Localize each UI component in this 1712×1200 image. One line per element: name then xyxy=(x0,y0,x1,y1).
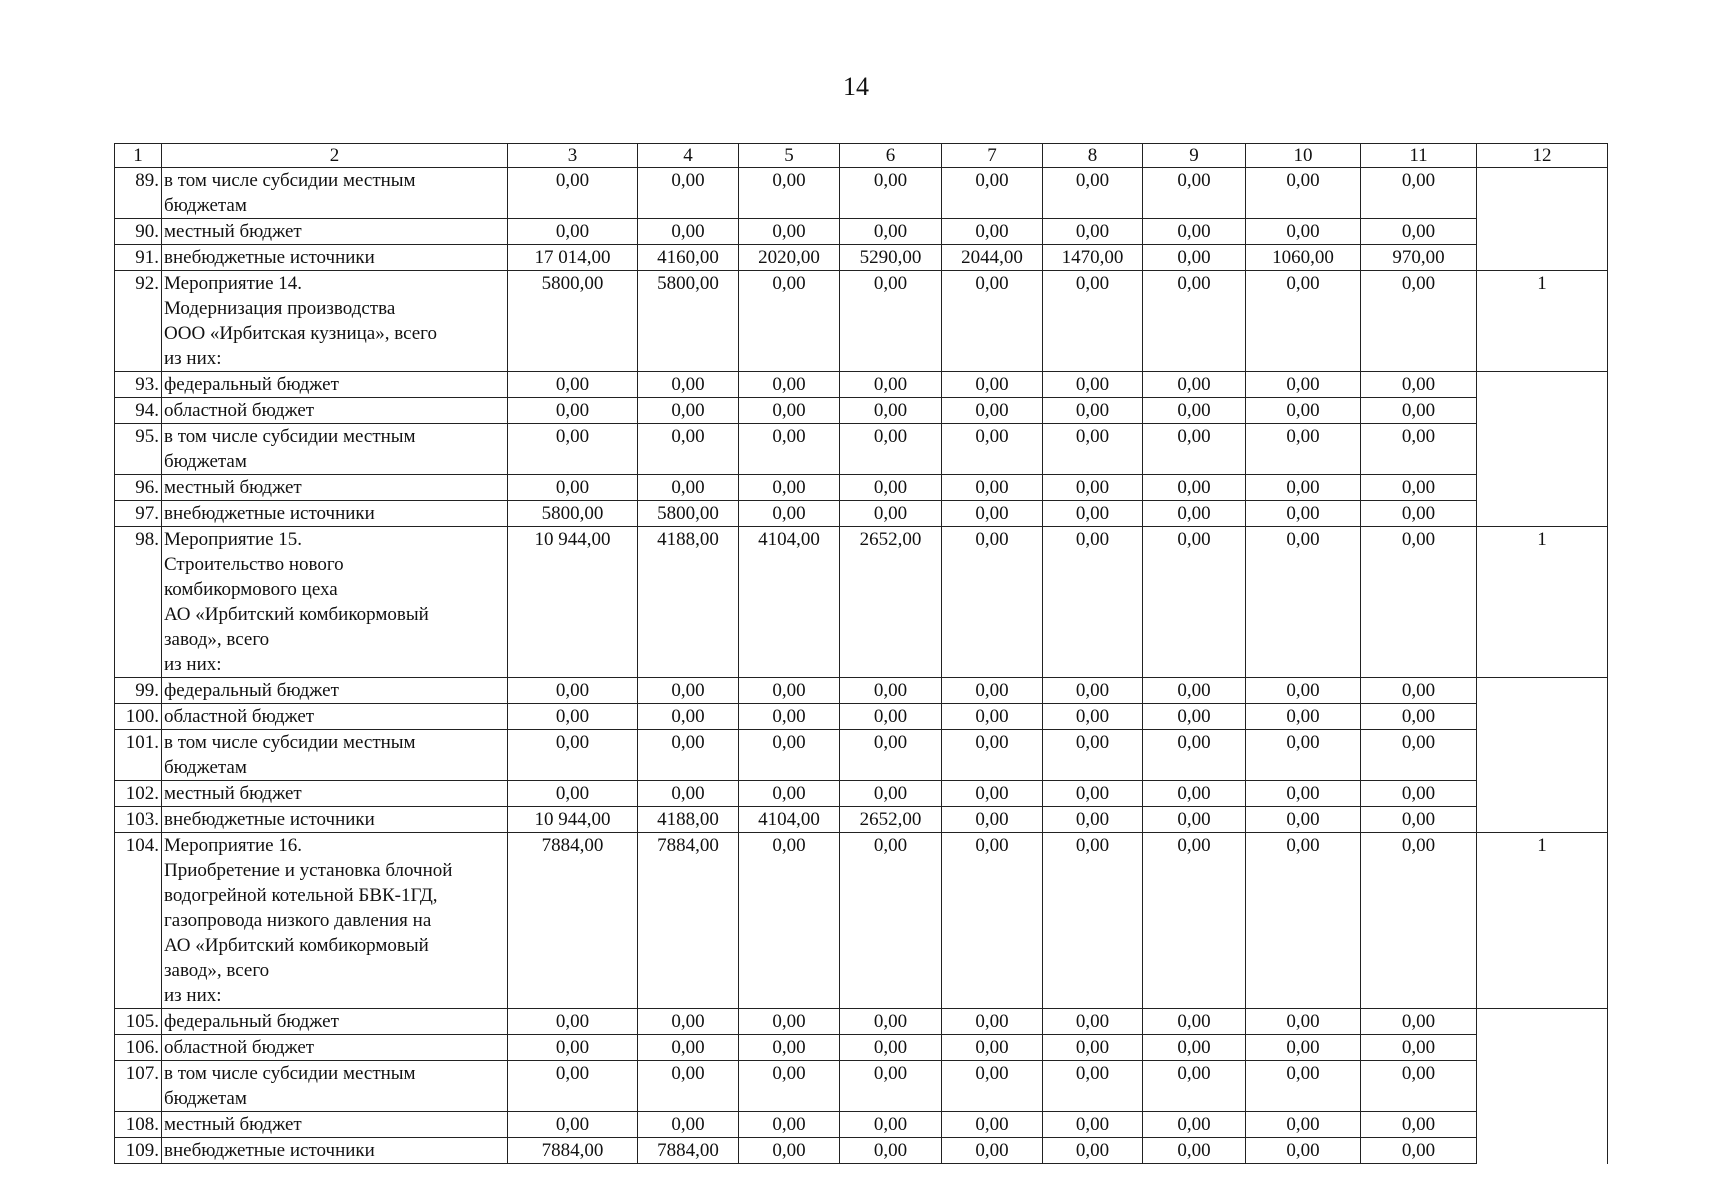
value-cell: 0,00 xyxy=(638,219,739,245)
value-cell: 0,00 xyxy=(638,781,739,807)
value-cell: 0,00 xyxy=(1361,704,1477,730)
value-cell: 0,00 xyxy=(1246,704,1361,730)
value-cell: 0,00 xyxy=(1246,833,1361,1009)
row-number: 99. xyxy=(115,678,162,704)
column-12-cell xyxy=(1477,1061,1608,1112)
value-cell: 0,00 xyxy=(1143,678,1246,704)
value-cell: 0,00 xyxy=(1043,1112,1143,1138)
value-cell: 0,00 xyxy=(739,398,840,424)
column-12-cell xyxy=(1477,1035,1608,1061)
value-cell: 0,00 xyxy=(638,168,739,219)
value-cell: 0,00 xyxy=(1361,1035,1477,1061)
value-cell: 0,00 xyxy=(1043,424,1143,475)
row-number: 106. xyxy=(115,1035,162,1061)
column-12-cell xyxy=(1477,678,1608,704)
value-cell: 0,00 xyxy=(1143,501,1246,527)
value-cell: 0,00 xyxy=(1143,168,1246,219)
value-cell: 0,00 xyxy=(638,1061,739,1112)
column-header: 5 xyxy=(739,144,840,168)
value-cell: 0,00 xyxy=(638,1009,739,1035)
table-row xyxy=(115,372,1608,398)
value-cell: 0,00 xyxy=(1143,424,1246,475)
value-cell: 0,00 xyxy=(1043,475,1143,501)
value-cell: 0,00 xyxy=(840,398,942,424)
value-cell: 0,00 xyxy=(508,219,638,245)
value-cell: 0,00 xyxy=(840,219,942,245)
value-cell: 0,00 xyxy=(1143,704,1246,730)
value-cell: 0,00 xyxy=(840,475,942,501)
value-cell: 0,00 xyxy=(942,1138,1043,1164)
value-cell: 0,00 xyxy=(1361,1138,1477,1164)
table-row xyxy=(115,704,1608,730)
value-cell: 0,00 xyxy=(942,271,1043,372)
value-cell: 0,00 xyxy=(1361,424,1477,475)
value-cell: 0,00 xyxy=(1361,168,1477,219)
value-cell: 0,00 xyxy=(638,730,739,781)
row-number: 103. xyxy=(115,807,162,833)
value-cell: 0,00 xyxy=(942,424,1043,475)
table-row xyxy=(115,245,1608,271)
row-number: 100. xyxy=(115,704,162,730)
value-cell: 0,00 xyxy=(1043,704,1143,730)
column-12-cell xyxy=(1477,475,1608,501)
value-cell: 0,00 xyxy=(1246,1009,1361,1035)
value-cell: 5800,00 xyxy=(638,271,739,372)
value-cell: 0,00 xyxy=(1043,730,1143,781)
value-cell: 0,00 xyxy=(1043,398,1143,424)
column-header: 3 xyxy=(508,144,638,168)
value-cell: 0,00 xyxy=(508,424,638,475)
row-description: в том числе субсидии местным бюджетам xyxy=(162,424,508,475)
value-cell: 7884,00 xyxy=(638,833,739,1009)
value-cell: 0,00 xyxy=(1361,678,1477,704)
column-12-cell xyxy=(1477,372,1608,398)
table-row xyxy=(115,1112,1608,1138)
value-cell: 4104,00 xyxy=(739,527,840,678)
value-cell: 0,00 xyxy=(1043,781,1143,807)
value-cell: 0,00 xyxy=(1361,807,1477,833)
column-12-cell xyxy=(1477,245,1608,271)
table-row xyxy=(115,730,1608,781)
value-cell: 0,00 xyxy=(1361,1009,1477,1035)
value-cell: 0,00 xyxy=(739,1009,840,1035)
value-cell: 5800,00 xyxy=(508,501,638,527)
value-cell: 0,00 xyxy=(1043,807,1143,833)
table-row xyxy=(115,1035,1608,1061)
value-cell: 0,00 xyxy=(1246,501,1361,527)
column-12-cell xyxy=(1477,704,1608,730)
value-cell: 0,00 xyxy=(1143,807,1246,833)
value-cell: 0,00 xyxy=(1361,1061,1477,1112)
column-12-cell: 1 xyxy=(1477,527,1608,678)
value-cell: 0,00 xyxy=(739,1061,840,1112)
column-header: 2 xyxy=(162,144,508,168)
row-number: 94. xyxy=(115,398,162,424)
value-cell: 0,00 xyxy=(739,704,840,730)
value-cell: 0,00 xyxy=(1143,219,1246,245)
value-cell: 0,00 xyxy=(1246,1138,1361,1164)
value-cell: 0,00 xyxy=(508,781,638,807)
value-cell: 0,00 xyxy=(1143,730,1246,781)
column-12-cell: 1 xyxy=(1477,271,1608,372)
value-cell: 0,00 xyxy=(1143,1009,1246,1035)
value-cell: 0,00 xyxy=(638,1112,739,1138)
value-cell: 0,00 xyxy=(1361,730,1477,781)
value-cell: 0,00 xyxy=(508,730,638,781)
value-cell: 0,00 xyxy=(840,424,942,475)
value-cell: 0,00 xyxy=(739,678,840,704)
value-cell: 0,00 xyxy=(942,501,1043,527)
value-cell: 0,00 xyxy=(1043,501,1143,527)
value-cell: 0,00 xyxy=(739,219,840,245)
row-description: в том числе субсидии местным бюджетам xyxy=(162,168,508,219)
value-cell: 0,00 xyxy=(1143,245,1246,271)
value-cell: 0,00 xyxy=(1143,475,1246,501)
value-cell: 0,00 xyxy=(1361,1112,1477,1138)
value-cell: 0,00 xyxy=(840,1009,942,1035)
value-cell: 0,00 xyxy=(840,781,942,807)
value-cell: 0,00 xyxy=(739,424,840,475)
value-cell: 0,00 xyxy=(1143,271,1246,372)
value-cell: 0,00 xyxy=(840,1061,942,1112)
value-cell: 0,00 xyxy=(508,1009,638,1035)
value-cell: 0,00 xyxy=(1246,424,1361,475)
column-12-cell xyxy=(1477,807,1608,833)
value-cell: 7884,00 xyxy=(508,1138,638,1164)
row-description: местный бюджет xyxy=(162,475,508,501)
value-cell: 0,00 xyxy=(1143,372,1246,398)
value-cell: 0,00 xyxy=(942,833,1043,1009)
value-cell: 0,00 xyxy=(1043,168,1143,219)
value-cell: 0,00 xyxy=(840,678,942,704)
value-cell: 0,00 xyxy=(1361,833,1477,1009)
value-cell: 4104,00 xyxy=(739,807,840,833)
column-header: 1 xyxy=(115,144,162,168)
value-cell: 0,00 xyxy=(508,475,638,501)
value-cell: 0,00 xyxy=(1043,833,1143,1009)
value-cell: 0,00 xyxy=(942,219,1043,245)
column-12-cell xyxy=(1477,219,1608,245)
column-header: 8 xyxy=(1043,144,1143,168)
row-number: 105. xyxy=(115,1009,162,1035)
column-12-cell xyxy=(1477,1138,1608,1164)
row-description: внебюджетные источники xyxy=(162,1138,508,1164)
table-row xyxy=(115,1009,1608,1035)
value-cell: 0,00 xyxy=(1361,398,1477,424)
value-cell: 0,00 xyxy=(1143,833,1246,1009)
value-cell: 0,00 xyxy=(942,1112,1043,1138)
value-cell: 2652,00 xyxy=(840,527,942,678)
value-cell: 0,00 xyxy=(1246,807,1361,833)
value-cell: 0,00 xyxy=(1143,1138,1246,1164)
value-cell: 0,00 xyxy=(1043,219,1143,245)
row-description: федеральный бюджет xyxy=(162,678,508,704)
value-cell: 0,00 xyxy=(508,168,638,219)
row-description: федеральный бюджет xyxy=(162,372,508,398)
row-description: областной бюджет xyxy=(162,1035,508,1061)
budget-table xyxy=(114,143,1608,1164)
table-row xyxy=(115,501,1608,527)
table-row xyxy=(115,424,1608,475)
table-row xyxy=(115,219,1608,245)
value-cell: 0,00 xyxy=(1246,168,1361,219)
value-cell: 0,00 xyxy=(840,704,942,730)
column-header: 4 xyxy=(638,144,739,168)
row-number: 109. xyxy=(115,1138,162,1164)
value-cell: 0,00 xyxy=(942,398,1043,424)
value-cell: 0,00 xyxy=(942,807,1043,833)
value-cell: 0,00 xyxy=(840,1035,942,1061)
table-row xyxy=(115,678,1608,704)
value-cell: 0,00 xyxy=(840,271,942,372)
row-description: местный бюджет xyxy=(162,219,508,245)
row-number: 104. xyxy=(115,833,162,1009)
value-cell: 5800,00 xyxy=(508,271,638,372)
value-cell: 0,00 xyxy=(638,372,739,398)
value-cell: 0,00 xyxy=(942,678,1043,704)
value-cell: 0,00 xyxy=(1246,271,1361,372)
row-description: в том числе субсидии местным бюджетам xyxy=(162,1061,508,1112)
value-cell: 970,00 xyxy=(1361,245,1477,271)
value-cell: 0,00 xyxy=(1043,1138,1143,1164)
row-description: внебюджетные источники xyxy=(162,501,508,527)
column-header-row xyxy=(115,144,1608,168)
table-row xyxy=(115,781,1608,807)
column-header: 12 xyxy=(1477,144,1608,168)
value-cell: 5800,00 xyxy=(638,501,739,527)
value-cell: 0,00 xyxy=(942,1009,1043,1035)
value-cell: 0,00 xyxy=(508,1112,638,1138)
row-number: 89. xyxy=(115,168,162,219)
column-header: 11 xyxy=(1361,144,1477,168)
value-cell: 0,00 xyxy=(840,1112,942,1138)
row-description: внебюджетные источники xyxy=(162,807,508,833)
value-cell: 0,00 xyxy=(508,398,638,424)
value-cell: 0,00 xyxy=(942,704,1043,730)
column-header: 6 xyxy=(840,144,942,168)
value-cell: 0,00 xyxy=(739,781,840,807)
table-row xyxy=(115,527,1608,678)
table-row xyxy=(115,807,1608,833)
value-cell: 0,00 xyxy=(840,168,942,219)
value-cell: 0,00 xyxy=(1143,781,1246,807)
column-header: 10 xyxy=(1246,144,1361,168)
value-cell: 0,00 xyxy=(840,1138,942,1164)
value-cell: 0,00 xyxy=(840,372,942,398)
value-cell: 0,00 xyxy=(840,833,942,1009)
table-row xyxy=(115,1138,1608,1164)
value-cell: 0,00 xyxy=(840,501,942,527)
value-cell: 10 944,00 xyxy=(508,527,638,678)
column-12-cell xyxy=(1477,398,1608,424)
row-number: 93. xyxy=(115,372,162,398)
value-cell: 0,00 xyxy=(942,168,1043,219)
table-row xyxy=(115,833,1608,1009)
value-cell: 0,00 xyxy=(739,833,840,1009)
value-cell: 0,00 xyxy=(1143,398,1246,424)
row-number: 107. xyxy=(115,1061,162,1112)
value-cell: 5290,00 xyxy=(840,245,942,271)
value-cell: 0,00 xyxy=(508,704,638,730)
value-cell: 7884,00 xyxy=(638,1138,739,1164)
column-12-cell xyxy=(1477,424,1608,475)
column-12-cell xyxy=(1477,1112,1608,1138)
value-cell: 0,00 xyxy=(739,168,840,219)
value-cell: 4160,00 xyxy=(638,245,739,271)
value-cell: 2020,00 xyxy=(739,245,840,271)
column-header: 9 xyxy=(1143,144,1246,168)
value-cell: 0,00 xyxy=(1246,1035,1361,1061)
row-description: местный бюджет xyxy=(162,1112,508,1138)
row-description: федеральный бюджет xyxy=(162,1009,508,1035)
row-number: 101. xyxy=(115,730,162,781)
value-cell: 0,00 xyxy=(1361,475,1477,501)
value-cell: 0,00 xyxy=(942,372,1043,398)
column-12-cell xyxy=(1477,781,1608,807)
column-12-cell xyxy=(1477,168,1608,219)
value-cell: 2652,00 xyxy=(840,807,942,833)
value-cell: 0,00 xyxy=(638,424,739,475)
value-cell: 0,00 xyxy=(1246,678,1361,704)
row-number: 102. xyxy=(115,781,162,807)
table-row xyxy=(115,168,1608,219)
value-cell: 0,00 xyxy=(942,475,1043,501)
value-cell: 2044,00 xyxy=(942,245,1043,271)
value-cell: 0,00 xyxy=(1043,1009,1143,1035)
value-cell: 0,00 xyxy=(739,501,840,527)
value-cell: 0,00 xyxy=(1361,271,1477,372)
value-cell: 0,00 xyxy=(638,1035,739,1061)
table-row xyxy=(115,398,1608,424)
row-number: 92. xyxy=(115,271,162,372)
value-cell: 0,00 xyxy=(1043,372,1143,398)
row-description: в том числе субсидии местным бюджетам xyxy=(162,730,508,781)
value-cell: 0,00 xyxy=(1246,372,1361,398)
value-cell: 0,00 xyxy=(1361,372,1477,398)
row-description: областной бюджет xyxy=(162,704,508,730)
value-cell: 1060,00 xyxy=(1246,245,1361,271)
value-cell: 0,00 xyxy=(942,1035,1043,1061)
value-cell: 0,00 xyxy=(739,475,840,501)
value-cell: 0,00 xyxy=(1143,1035,1246,1061)
value-cell: 4188,00 xyxy=(638,807,739,833)
row-description: Мероприятие 15. Строительство нового комбикормового цеха АО «Ирбитский комбикормовый завод», всего из них: xyxy=(162,527,508,678)
value-cell: 0,00 xyxy=(739,372,840,398)
value-cell: 0,00 xyxy=(1246,730,1361,781)
value-cell: 17 014,00 xyxy=(508,245,638,271)
table-row xyxy=(115,1061,1608,1112)
value-cell: 0,00 xyxy=(1043,527,1143,678)
value-cell: 0,00 xyxy=(1361,527,1477,678)
value-cell: 0,00 xyxy=(508,372,638,398)
value-cell: 0,00 xyxy=(739,1138,840,1164)
row-number: 96. xyxy=(115,475,162,501)
value-cell: 0,00 xyxy=(638,678,739,704)
value-cell: 0,00 xyxy=(1143,1061,1246,1112)
value-cell: 0,00 xyxy=(739,1035,840,1061)
value-cell: 0,00 xyxy=(942,730,1043,781)
value-cell: 0,00 xyxy=(1361,501,1477,527)
value-cell: 0,00 xyxy=(1246,527,1361,678)
value-cell: 1470,00 xyxy=(1043,245,1143,271)
value-cell: 0,00 xyxy=(508,1061,638,1112)
value-cell: 0,00 xyxy=(1246,781,1361,807)
table-row xyxy=(115,271,1608,372)
value-cell: 10 944,00 xyxy=(508,807,638,833)
row-number: 91. xyxy=(115,245,162,271)
value-cell: 0,00 xyxy=(1043,271,1143,372)
value-cell: 0,00 xyxy=(1246,219,1361,245)
value-cell: 0,00 xyxy=(1143,527,1246,678)
column-12-cell xyxy=(1477,730,1608,781)
value-cell: 0,00 xyxy=(1246,475,1361,501)
value-cell: 0,00 xyxy=(1143,1112,1246,1138)
value-cell: 0,00 xyxy=(739,271,840,372)
value-cell: 0,00 xyxy=(739,730,840,781)
value-cell: 0,00 xyxy=(1043,1035,1143,1061)
row-description: Мероприятие 16. Приобретение и установка блочной водогрейной котельной БВК-1ГД, газопровода низкого давления на АО «Ирбитский комбикормовый завод», всего из них: xyxy=(162,833,508,1009)
value-cell: 0,00 xyxy=(739,1112,840,1138)
value-cell: 0,00 xyxy=(638,398,739,424)
value-cell: 7884,00 xyxy=(508,833,638,1009)
value-cell: 0,00 xyxy=(638,704,739,730)
row-description: внебюджетные источники xyxy=(162,245,508,271)
value-cell: 0,00 xyxy=(1246,1061,1361,1112)
column-12-cell: 1 xyxy=(1477,833,1608,1009)
row-number: 90. xyxy=(115,219,162,245)
value-cell: 0,00 xyxy=(942,1061,1043,1112)
row-number: 98. xyxy=(115,527,162,678)
value-cell: 0,00 xyxy=(508,1035,638,1061)
row-description: местный бюджет xyxy=(162,781,508,807)
page-number: 14 xyxy=(843,72,869,101)
column-header: 7 xyxy=(942,144,1043,168)
value-cell: 0,00 xyxy=(1246,1112,1361,1138)
value-cell: 0,00 xyxy=(1043,678,1143,704)
value-cell: 0,00 xyxy=(942,781,1043,807)
value-cell: 0,00 xyxy=(1361,781,1477,807)
value-cell: 4188,00 xyxy=(638,527,739,678)
row-number: 97. xyxy=(115,501,162,527)
value-cell: 0,00 xyxy=(840,730,942,781)
row-description: Мероприятие 14. Модернизация производства ООО «Ирбитская кузница», всего из них: xyxy=(162,271,508,372)
value-cell: 0,00 xyxy=(1361,219,1477,245)
value-cell: 0,00 xyxy=(1043,1061,1143,1112)
value-cell: 0,00 xyxy=(638,475,739,501)
value-cell: 0,00 xyxy=(1246,398,1361,424)
value-cell: 0,00 xyxy=(942,527,1043,678)
table-row xyxy=(115,475,1608,501)
column-12-cell xyxy=(1477,501,1608,527)
row-description: областной бюджет xyxy=(162,398,508,424)
row-number: 95. xyxy=(115,424,162,475)
row-number: 108. xyxy=(115,1112,162,1138)
column-12-cell xyxy=(1477,1009,1608,1035)
value-cell: 0,00 xyxy=(508,678,638,704)
